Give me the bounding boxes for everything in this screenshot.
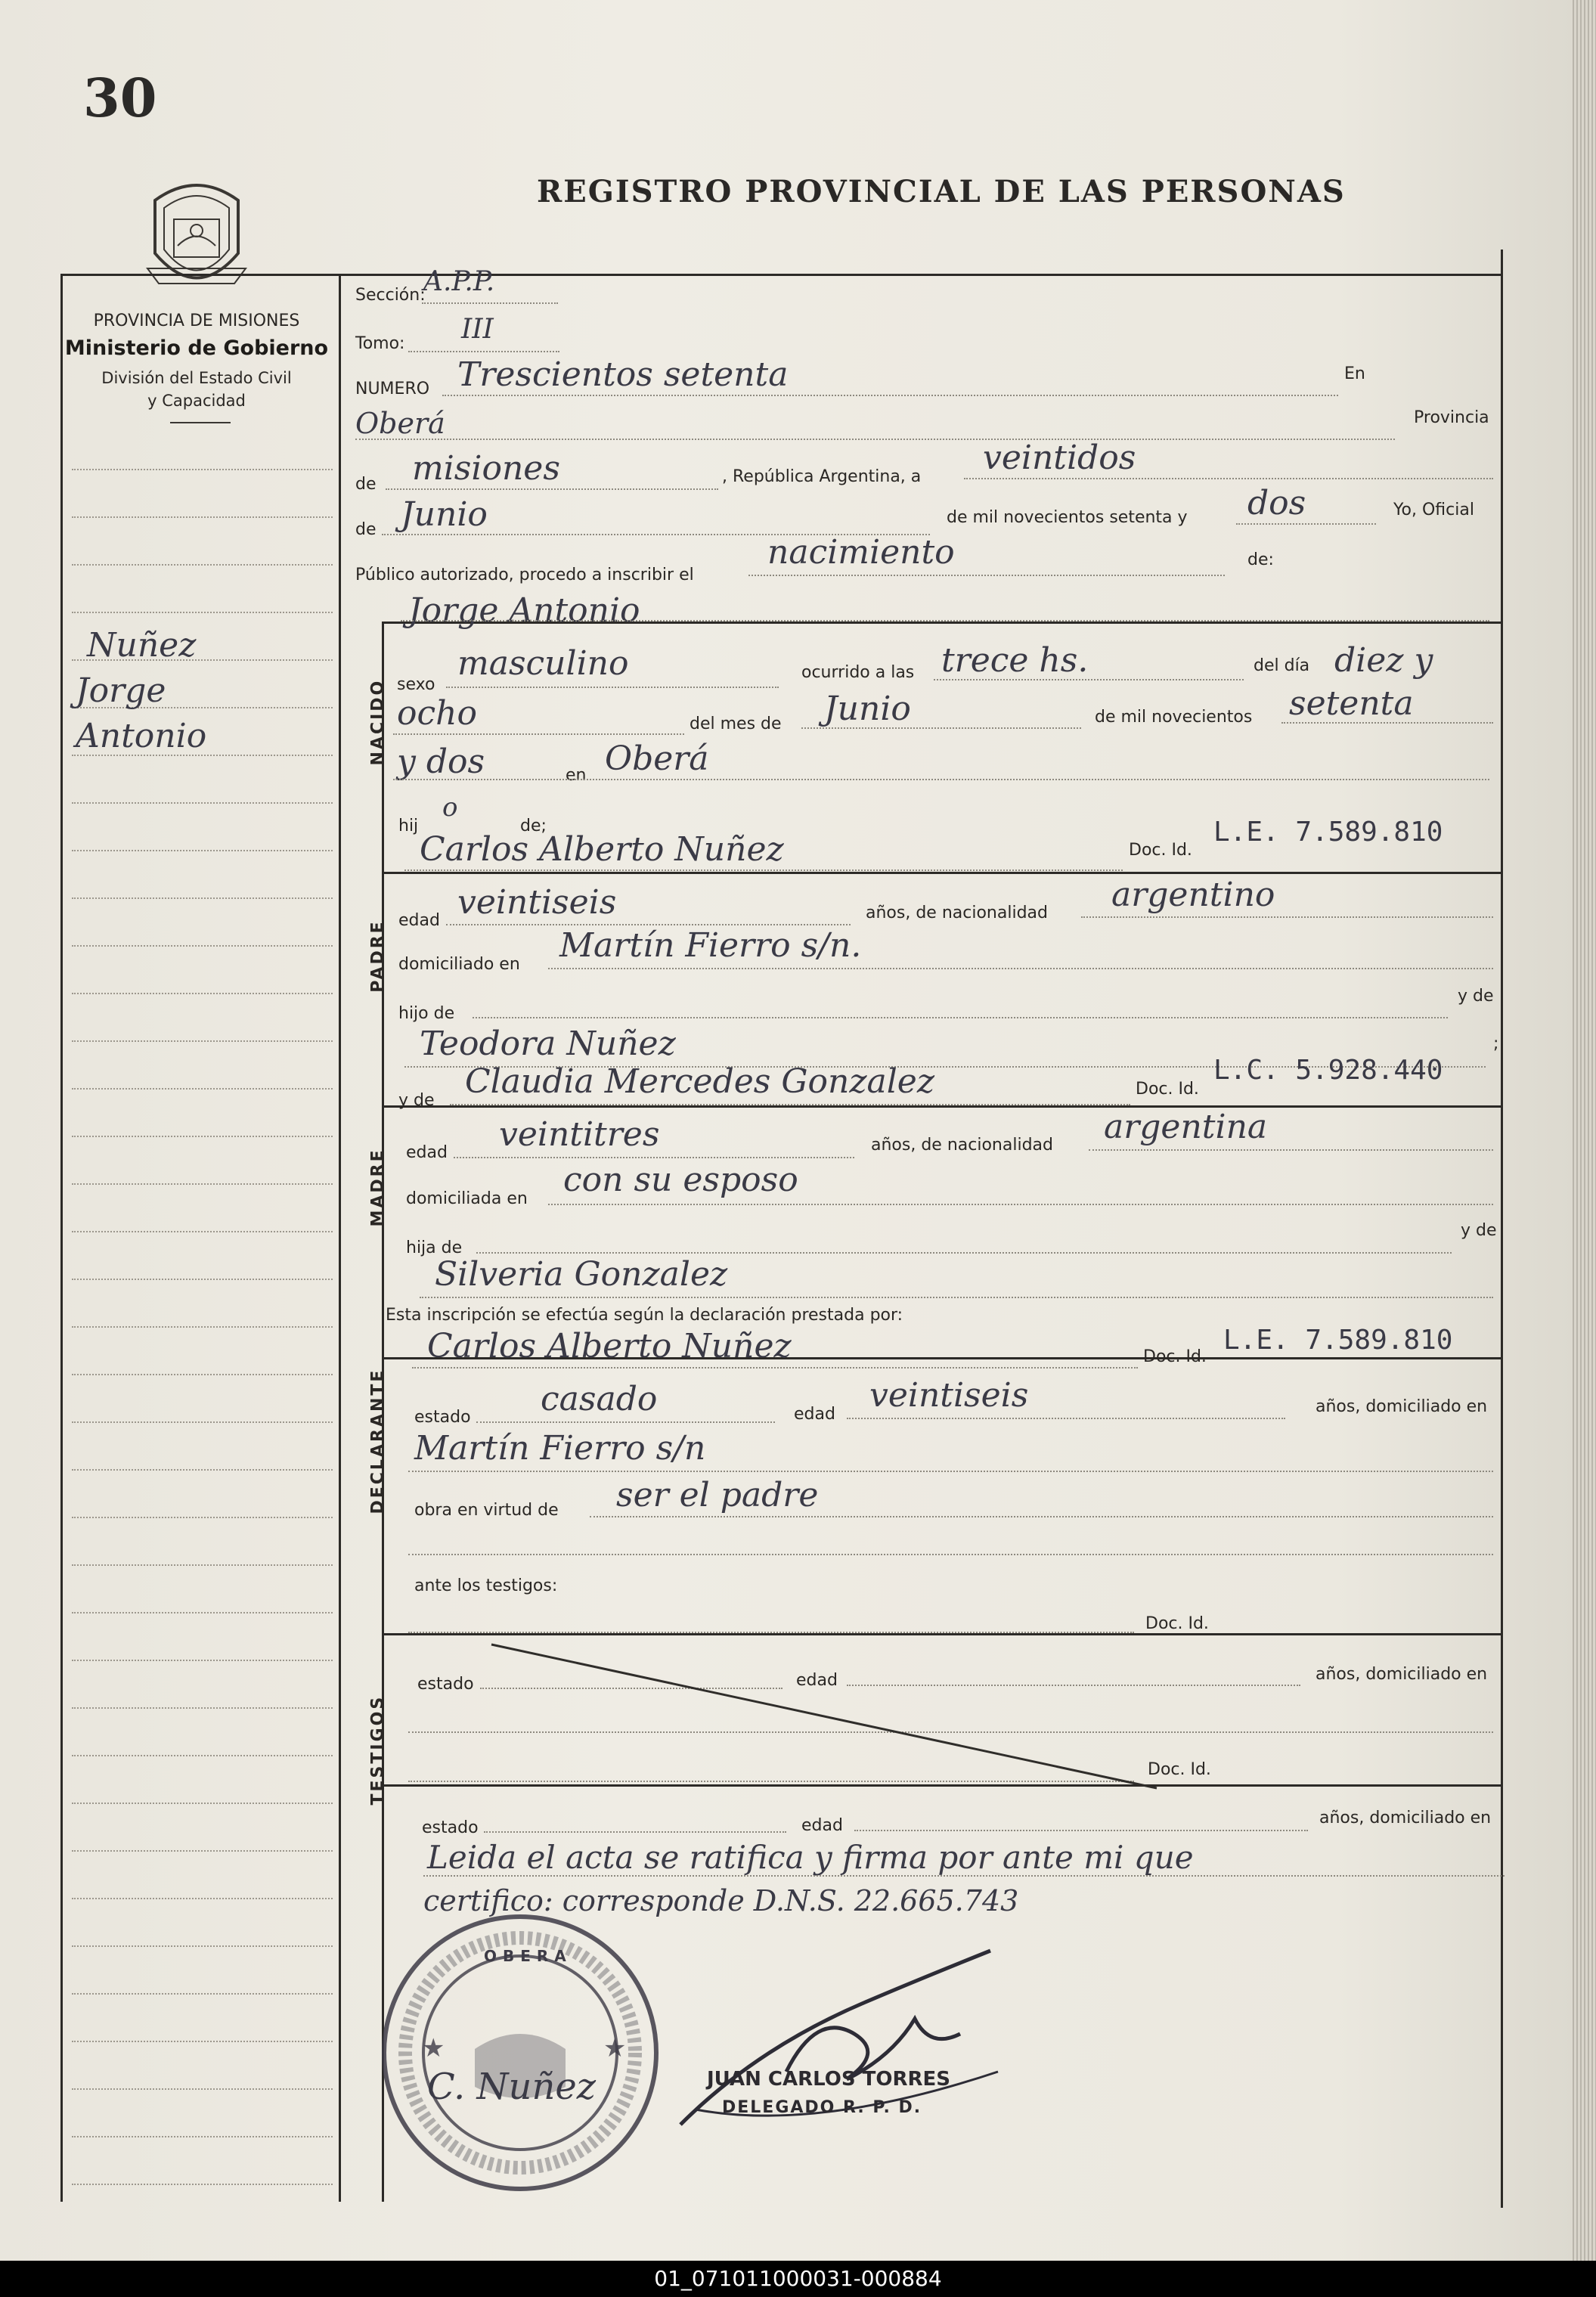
margin-ruled-line — [72, 564, 333, 566]
dotline — [446, 687, 779, 688]
padre-y-de-label: y de — [1458, 987, 1494, 1006]
year-label: de mil novecientos setenta y — [947, 508, 1188, 527]
margin-ruled-line — [72, 1612, 333, 1613]
declarante-intro: Esta inscripción se efectúa según la declaración prestada por: — [386, 1306, 903, 1325]
testigos-domicilio-label-2: años, domiciliado en — [1319, 1809, 1492, 1827]
testigos-intro: ante los testigos: — [414, 1576, 558, 1595]
dotline — [423, 1875, 1505, 1877]
declarante-edad-label: edad — [794, 1405, 835, 1424]
divider — [170, 422, 231, 423]
nacido-section-label: NACIDO — [368, 678, 388, 766]
madre-doc-value: L.C. 5.928.440 — [1213, 1055, 1443, 1086]
testigos-domicilio-label-1: años, domiciliado en — [1316, 1665, 1488, 1684]
madre-hija-label: hija de — [406, 1238, 463, 1257]
dotline — [964, 478, 1493, 479]
margin-ruled-line — [72, 1517, 333, 1518]
dotline — [801, 727, 1081, 729]
dotline — [1089, 1149, 1493, 1151]
en-nacido-label: en — [566, 766, 587, 785]
margin-ruled-line — [72, 1040, 333, 1042]
book-binding — [1573, 0, 1596, 2261]
dotline — [401, 620, 1489, 622]
padre-doc-value: L.E. 7.589.810 — [1213, 817, 1443, 848]
dotline — [404, 870, 1123, 871]
stamp-center-text: OBERA — [484, 1947, 572, 1965]
margin-ruled-line — [72, 1707, 333, 1709]
page-number: 30 — [83, 67, 157, 129]
madre-domicilio-value: con su esposo — [563, 1161, 798, 1199]
anio-value-1: setenta — [1289, 684, 1414, 723]
madre-domicilio-label: domiciliada en — [406, 1189, 528, 1208]
padre-domicilio-value: Martín Fierro s/n. — [559, 926, 862, 965]
dotline — [450, 1104, 1130, 1105]
publico-label: Público autorizado, procedo a inscribir el — [355, 566, 694, 584]
svg-text:★: ★ — [422, 2033, 445, 2063]
margin-ruled-line — [72, 1088, 333, 1090]
madre-section-label: MADRE — [368, 1148, 388, 1227]
padre-section-label: PADRE — [368, 919, 388, 993]
padre-semicolon: ; — [1493, 1034, 1499, 1053]
province-value: misiones — [412, 449, 560, 488]
dotline — [412, 1367, 1138, 1369]
declarante-obra-value: ser el padre — [616, 1476, 819, 1514]
declarante-domicilio-label: años, domiciliado en — [1316, 1397, 1488, 1416]
margin-ruled-line — [72, 1469, 333, 1471]
testigos-section-label: TESTIGOS — [368, 1694, 388, 1806]
anio-value-2: y dos — [397, 742, 485, 781]
margin-ruled-line — [72, 850, 333, 851]
madre-edad-value: veintitres — [499, 1115, 660, 1154]
margin-ruled-line — [72, 802, 333, 804]
registry-title: REGISTRO PROVINCIAL DE LAS PERSONAS — [537, 174, 1346, 209]
madre-top-rule — [382, 1105, 1501, 1108]
numero-value: Trescientos setenta — [457, 355, 789, 394]
margin-ruled-line — [72, 1993, 333, 1995]
dotline — [422, 302, 558, 304]
place-value: Oberá — [355, 407, 445, 440]
frame-top — [60, 274, 1501, 276]
margin-ruled-line — [72, 1660, 333, 1661]
margin-ruled-line — [72, 516, 333, 518]
margin-ruled-line — [72, 2041, 333, 2042]
dotline — [355, 439, 1395, 440]
en-label: En — [1344, 364, 1365, 383]
testigos-doc-label-1: Doc. Id. — [1145, 1614, 1209, 1633]
dotline — [548, 968, 1493, 969]
declarante-estado-value: casado — [541, 1380, 658, 1418]
dia-value-1: diez y — [1334, 641, 1433, 680]
dotline — [408, 351, 559, 352]
testigos-edad-label-2: edad — [801, 1816, 843, 1835]
republica-label: , República Argentina, a — [722, 467, 922, 486]
sexo-label: sexo — [397, 675, 435, 694]
dotline — [476, 1252, 1452, 1254]
dotline — [1281, 722, 1493, 724]
dotline — [408, 1632, 1134, 1633]
dotline — [442, 395, 1338, 396]
de-semicolon-label: de; — [520, 817, 547, 835]
svg-text:★: ★ — [603, 2033, 627, 2063]
madre-nacionalidad-value: argentina — [1104, 1108, 1268, 1146]
hij-value: o — [442, 792, 458, 823]
madre-edad-label: edad — [406, 1143, 448, 1162]
testigos-doc-label-2: Doc. Id. — [1148, 1760, 1211, 1779]
declarante-estado-label: estado — [414, 1408, 471, 1427]
declarant-signature: C. Nuñez — [427, 2066, 597, 2108]
declarante-doc-label: Doc. Id. — [1143, 1347, 1207, 1366]
dotline — [476, 1421, 775, 1423]
margin-ruled-line — [72, 897, 333, 899]
oficial-label: Yo, Oficial — [1393, 501, 1474, 519]
testigos-estado-label-2: estado — [422, 1818, 479, 1837]
margin-ruled-line — [72, 1850, 333, 1852]
month-value: Junio — [401, 495, 488, 534]
dotline — [393, 779, 1489, 780]
sexo-value: masculino — [457, 644, 629, 683]
numero-label: NUMERO — [355, 380, 430, 398]
padre-nacionalidad-label: años, de nacionalidad — [866, 904, 1048, 922]
frame-divider — [339, 274, 341, 2202]
declarante-domicilio-value: Martín Fierro s/n — [414, 1429, 706, 1468]
padre-domicilio-label: domiciliado en — [398, 955, 520, 974]
margin-ruled-line — [72, 1803, 333, 1804]
officer-title: DELEGADO R. P. D. — [722, 2098, 922, 2117]
margin-note-surname: Nuñez — [87, 626, 197, 665]
day-value: veintidos — [983, 439, 1136, 477]
dotline — [408, 1471, 1493, 1472]
margin-ruled-line — [72, 1898, 333, 1899]
declarante-obra-label: obra en virtud de — [414, 1501, 559, 1520]
year-value: dos — [1247, 484, 1306, 522]
lugar-value: Oberá — [605, 739, 709, 778]
seccion-value: A.P.P. — [423, 266, 495, 297]
dotline — [408, 1554, 1493, 1555]
mil-label: de mil novecientos — [1095, 708, 1253, 727]
margin-ruled-line — [72, 1755, 333, 1756]
margin-ruled-line — [72, 2184, 333, 2185]
margin-ruled-line — [72, 469, 333, 470]
dotline — [548, 1204, 1493, 1205]
seccion-label: Sección: — [355, 286, 426, 305]
de3-label: de: — [1247, 550, 1274, 569]
margin-note-middle-name: Antonio — [76, 717, 207, 755]
dotline — [748, 575, 1225, 576]
dotline — [446, 924, 851, 925]
province-label: PROVINCIA DE MISIONES — [93, 312, 300, 330]
dotline — [1236, 523, 1376, 525]
margin-ruled-line — [72, 1136, 333, 1137]
padre-name: Carlos Alberto Nuñez — [420, 830, 784, 869]
closing-line-2: certifico: corresponde D.N.S. 22.665.743 — [423, 1884, 1019, 1917]
padre-parent-value: Teodora Nuñez — [420, 1025, 676, 1063]
dotline — [1081, 916, 1493, 918]
ocurrido-label: ocurrido a las — [801, 663, 915, 682]
margin-ruled-line — [72, 1564, 333, 1566]
hora-value: trece hs. — [941, 641, 1089, 680]
margin-ruled-line — [72, 1326, 333, 1328]
margin-ruled-line — [72, 993, 333, 994]
tomo-value: III — [461, 314, 494, 345]
margin-ruled-line — [72, 2088, 333, 2090]
declarante-edad-value: veintiseis — [869, 1376, 1029, 1415]
frame-right — [1501, 250, 1503, 2208]
testigos-edad-label-1: edad — [796, 1671, 838, 1690]
dotline — [847, 1418, 1285, 1419]
de2-label: de — [355, 520, 377, 539]
margin-ruled-line — [72, 1231, 333, 1232]
madre-nacionalidad-label: años, de nacionalidad — [871, 1136, 1053, 1155]
dotline — [420, 1297, 1493, 1298]
frame-left — [60, 274, 63, 2202]
dotline — [386, 488, 718, 490]
margin-ruled-line — [72, 1374, 333, 1375]
madre-parent-value: Silveria Gonzalez — [435, 1255, 728, 1294]
mes-label: del mes de — [690, 715, 782, 733]
declarante-section-label: DECLARANTE — [368, 1368, 388, 1514]
margin-ruled-line — [72, 1945, 333, 1947]
provincia-label: Provincia — [1414, 408, 1489, 427]
padre-hijo-label: hijo de — [398, 1004, 455, 1023]
act-value: nacimiento — [767, 533, 955, 572]
margin-ruled-line — [72, 1279, 333, 1280]
hij-label: hij — [398, 817, 419, 835]
padre-top-rule — [382, 872, 1501, 874]
dotline — [393, 733, 684, 735]
madre-y-de2-label: y de — [1461, 1221, 1497, 1240]
tomo-label: Tomo: — [355, 334, 405, 353]
padre-doc-label: Doc. Id. — [1129, 841, 1192, 860]
officer-name: JUAN CARLOS TORRES — [707, 2068, 951, 2091]
padre-edad-value: veintiseis — [457, 883, 617, 922]
division-label-2: y Capacidad — [147, 392, 246, 410]
closing-line-1: Leida el acta se ratifica y firma por ante mi que — [427, 1839, 1194, 1876]
ministry-label: Ministerio de Gobierno — [64, 336, 329, 360]
dotline — [454, 1157, 854, 1158]
dotline — [590, 1516, 1493, 1517]
madre-name: Claudia Mercedes Gonzalez — [465, 1062, 935, 1101]
dotline — [473, 1017, 1448, 1018]
margin-note-first-name: Jorge — [76, 671, 166, 710]
margin-ruled-line — [72, 945, 333, 947]
de-label: de — [355, 475, 377, 494]
margin-ruled-line — [72, 1183, 333, 1185]
dotline — [934, 679, 1244, 680]
margin-ruled-line — [72, 2136, 333, 2137]
nacido-name: Jorge Antonio — [408, 591, 640, 630]
dotline — [854, 1830, 1308, 1831]
cancel-stroke — [484, 1641, 1164, 1792]
madre-y-de-label: y de — [398, 1091, 435, 1110]
dia-value-2: ocho — [397, 694, 477, 733]
dotline — [484, 1831, 786, 1833]
division-label-1: División del Estado Civil — [101, 369, 292, 387]
testigos-top-rule — [382, 1633, 1501, 1635]
margin-ruled-line — [72, 612, 333, 613]
declarante-doc-value: L.E. 7.589.810 — [1223, 1325, 1453, 1356]
provincial-seal-icon — [140, 170, 253, 302]
dia-label: del día — [1254, 656, 1310, 675]
margin-ruled-line — [72, 1421, 333, 1423]
padre-edad-label: edad — [398, 911, 440, 930]
madre-doc-label: Doc. Id. — [1136, 1080, 1199, 1099]
file-id-footer: 01_071011000031-000884 — [0, 2261, 1596, 2297]
mes-value: Junio — [824, 690, 911, 728]
testigos-estado-label-1: estado — [417, 1675, 474, 1694]
declarante-name: Carlos Alberto Nuñez — [427, 1327, 792, 1365]
padre-nacionalidad-value: argentino — [1111, 876, 1275, 914]
